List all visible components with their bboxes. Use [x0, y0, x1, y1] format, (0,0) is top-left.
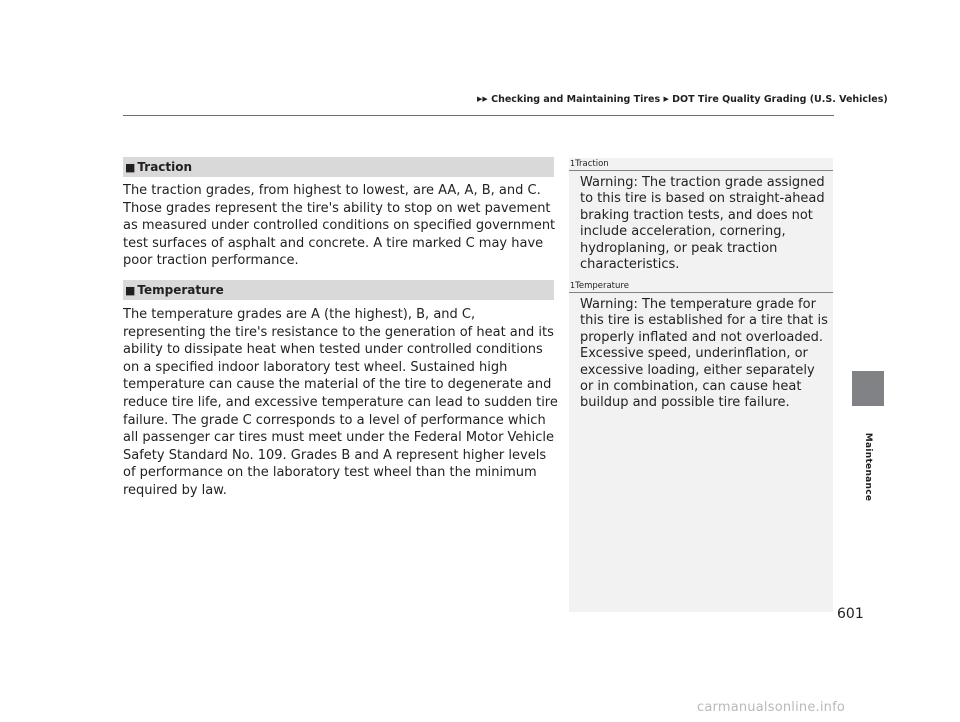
temperature-heading-text: Temperature [137, 283, 224, 297]
watermark: carmanualsonline.info [697, 700, 846, 715]
header-rule [123, 115, 834, 116]
breadcrumb [477, 93, 888, 107]
traction-note-rule [569, 170, 833, 171]
chapter-tab[interactable] [852, 371, 884, 406]
traction-heading-text: Traction [137, 160, 193, 174]
traction-note-text: Warning: The traction grade assigned to this tire is based on straight-ahead braking traction tests, and does not include acceleration, cornering, hydroplaning, or peak traction characteristics. [580, 175, 825, 273]
temperature-note-text: Warning: The temperature grade for this tire is established for a tire that is properly inflated and not overloaded. Excessive speed, underinflation, or excessive loading, either separately or in combination, can cause heat buildup and possible tire failure. [580, 297, 828, 411]
temperature-note-title[interactable]: Temperature [575, 281, 629, 291]
temperature-note-rule [569, 292, 833, 293]
traction-heading [123, 157, 554, 177]
breadcrumb-parent[interactable]: Checking and Maintaining Tires [491, 94, 661, 105]
note-marker-icon: 1 [570, 281, 576, 290]
breadcrumb-current: DOT Tire Quality Grading (U.S. Vehicles) [672, 94, 888, 105]
heading-square-icon: ■ [125, 284, 136, 297]
traction-body: The traction grades, from highest to lowest, are AA, A, B, and C. Those grades represent the tire's ability to stop on wet pavement as measured under controlled conditions on specified government test surfaces of asphalt and concrete. A tire marked C may have poor traction performance. [123, 183, 556, 269]
temperature-note-label [570, 280, 629, 292]
heading-square-icon: ■ [125, 161, 136, 174]
note-marker-icon: 1 [570, 159, 576, 168]
chapter-label: Maintenance [863, 432, 873, 502]
temperature-heading [123, 280, 554, 300]
traction-note-label [570, 158, 609, 170]
breadcrumb-separator-icon: ▶ [663, 95, 669, 103]
breadcrumb-arrow-icon: ▶▶ [477, 95, 488, 103]
temperature-body: The temperature grades are A (the highest), B, and C, representing the tire's resistance to the generation of heat and its ability to dissipate heat when tested under controlled conditions on a specified indoor laboratory test wheel. Sustained high temperature can cause the material of the tire to degenerate and reduce tire life, and excessive temperature can lead to sudden tire failure. The grade C corresponds to a level of performance which all passenger car tires must meet under the Federal Motor Vehicle Safety Standard No. 109. Grades B and A represent higher levels of performance on the laboratory test wheel than the minimum required by law. [123, 307, 558, 498]
page-number: 601 [837, 606, 864, 622]
traction-note-title[interactable]: Traction [575, 159, 609, 169]
